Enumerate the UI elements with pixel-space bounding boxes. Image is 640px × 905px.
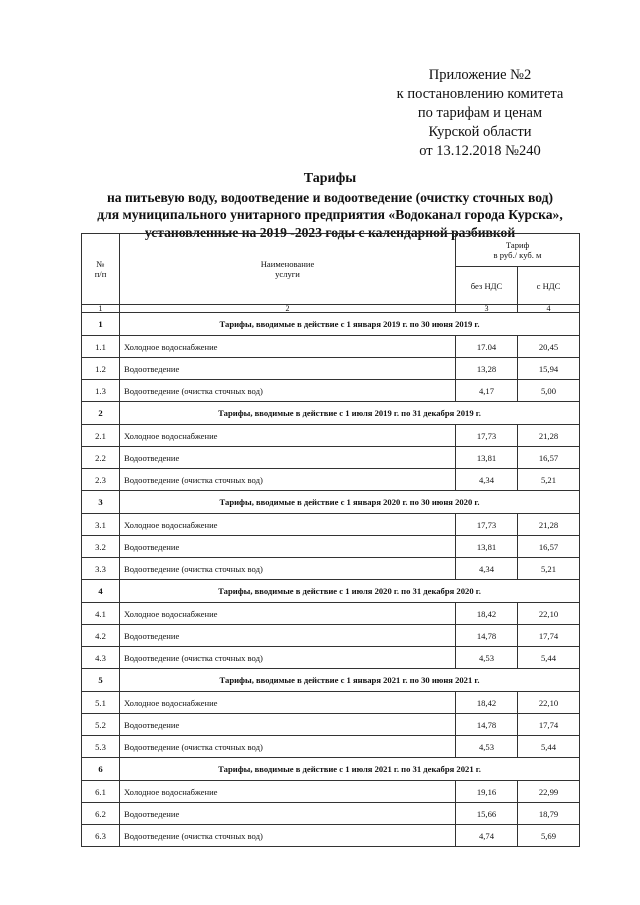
price-no-vat: 4,34 xyxy=(456,469,518,491)
index-cell: 4 xyxy=(518,305,580,313)
row-number: 5.3 xyxy=(82,736,120,758)
annex-line: Курской области xyxy=(428,124,532,140)
service-name: Холодное водоснабжение xyxy=(120,603,456,625)
price-no-vat: 4,17 xyxy=(456,380,518,402)
row-number: 6.1 xyxy=(82,781,120,803)
service-name: Водоотведение (очистка сточных вод) xyxy=(120,736,456,758)
section-title: Тарифы, вводимые в действие с 1 июля 2019 г. по 31 декабря 2019 г. xyxy=(120,402,580,425)
row-number: 4.3 xyxy=(82,647,120,669)
annex-line: по тарифам и ценам xyxy=(417,105,543,121)
index-cell: 2 xyxy=(120,305,456,313)
service-name: Холодное водоснабжение xyxy=(120,514,456,536)
price-with-vat: 5,00 xyxy=(518,380,580,402)
price-no-vat: 17,73 xyxy=(456,514,518,536)
price-with-vat: 5,21 xyxy=(518,469,580,491)
table-row xyxy=(82,603,580,625)
row-number: 6.2 xyxy=(82,803,120,825)
section-title: Тарифы, вводимые в действие с 1 января 2020 г. по 30 июня 2020 г. xyxy=(120,491,580,514)
price-with-vat: 16,57 xyxy=(518,536,580,558)
service-name: Холодное водоснабжение xyxy=(120,781,456,803)
row-number: 5.1 xyxy=(82,692,120,714)
header-with-vat: с НДС xyxy=(518,267,580,305)
table-row xyxy=(82,536,580,558)
service-name: Водоотведение (очистка сточных вод) xyxy=(120,469,456,491)
index-row xyxy=(82,305,580,313)
price-no-vat: 17.04 xyxy=(456,336,518,358)
table-row xyxy=(82,447,580,469)
title-line: установленные на 2019 -2023 годы с календарной разбивкой xyxy=(144,224,516,240)
title-line: на питьевую воду, водоотведение и водоотведение (очистку сточных вод) xyxy=(106,189,554,205)
price-no-vat: 18,42 xyxy=(456,603,518,625)
price-with-vat: 17,74 xyxy=(518,625,580,647)
price-with-vat: 21,28 xyxy=(518,425,580,447)
price-no-vat: 4,53 xyxy=(456,736,518,758)
table-row xyxy=(82,469,580,491)
index-cell: 3 xyxy=(456,305,518,313)
service-name: Водоотведение (очистка сточных вод) xyxy=(120,825,456,847)
document-title xyxy=(60,170,600,241)
price-no-vat: 19,16 xyxy=(456,781,518,803)
row-number: 4.2 xyxy=(82,625,120,647)
table-row xyxy=(82,692,580,714)
row-number: 2.2 xyxy=(82,447,120,469)
header-name: Наименование услуги xyxy=(120,234,456,305)
section-number: 4 xyxy=(82,580,120,603)
header-num: № п/п xyxy=(82,234,120,305)
table-row xyxy=(82,647,580,669)
price-with-vat: 20,45 xyxy=(518,336,580,358)
price-no-vat: 13,81 xyxy=(456,536,518,558)
price-no-vat: 4,74 xyxy=(456,825,518,847)
section-number: 6 xyxy=(82,758,120,781)
service-name: Водоотведение xyxy=(120,536,456,558)
row-number: 3.2 xyxy=(82,536,120,558)
row-number: 1.3 xyxy=(82,380,120,402)
table-row xyxy=(82,558,580,580)
service-name: Холодное водоснабжение xyxy=(120,336,456,358)
service-name: Холодное водоснабжение xyxy=(120,692,456,714)
price-no-vat: 4,34 xyxy=(456,558,518,580)
row-number: 5.2 xyxy=(82,714,120,736)
section-row xyxy=(82,491,580,514)
service-name: Водоотведение (очистка сточных вод) xyxy=(120,558,456,580)
title-line: для муниципального унитарного предприятия «Водоканал города Курска», xyxy=(97,207,563,222)
table-row xyxy=(82,825,580,847)
price-with-vat: 15,94 xyxy=(518,358,580,380)
row-number: 3.3 xyxy=(82,558,120,580)
price-with-vat: 22,10 xyxy=(518,603,580,625)
table-row xyxy=(82,380,580,402)
section-title: Тарифы, вводимые в действие с 1 июля 2020 г. по 31 декабря 2020 г. xyxy=(120,580,580,603)
service-name: Водоотведение (очистка сточных вод) xyxy=(120,647,456,669)
section-number: 1 xyxy=(82,313,120,336)
annex-line: от 13.12.2018 №240 xyxy=(419,143,541,159)
price-with-vat: 5,69 xyxy=(518,825,580,847)
row-number: 4.1 xyxy=(82,603,120,625)
section-row xyxy=(82,758,580,781)
price-with-vat: 16,57 xyxy=(518,447,580,469)
service-name: Водоотведение xyxy=(120,803,456,825)
price-no-vat: 13,28 xyxy=(456,358,518,380)
service-name: Водоотведение xyxy=(120,625,456,647)
table-header-row xyxy=(82,234,580,267)
price-with-vat: 5,44 xyxy=(518,736,580,758)
service-name: Водоотведение xyxy=(120,358,456,380)
service-name: Водоотведение (очистка сточных вод) xyxy=(120,380,456,402)
section-number: 5 xyxy=(82,669,120,692)
service-name: Холодное водоснабжение xyxy=(120,425,456,447)
section-row xyxy=(82,402,580,425)
row-number: 3.1 xyxy=(82,514,120,536)
title-main: Тарифы xyxy=(303,171,357,186)
section-title: Тарифы, вводимые в действие с 1 января 2021 г. по 30 июня 2021 г. xyxy=(120,669,580,692)
row-number: 2.1 xyxy=(82,425,120,447)
price-with-vat: 5,21 xyxy=(518,558,580,580)
section-row xyxy=(82,313,580,336)
price-with-vat: 18,79 xyxy=(518,803,580,825)
section-title: Тарифы, вводимые в действие с 1 июля 2021 г. по 31 декабря 2021 г. xyxy=(120,758,580,781)
price-with-vat: 21,28 xyxy=(518,514,580,536)
price-with-vat: 22,99 xyxy=(518,781,580,803)
table-row xyxy=(82,358,580,380)
header-no-vat: без НДС xyxy=(456,267,518,305)
annex-line: Приложение №2 xyxy=(428,67,532,83)
price-no-vat: 14,78 xyxy=(456,625,518,647)
price-with-vat: 17,74 xyxy=(518,714,580,736)
section-row xyxy=(82,580,580,603)
tariff-table xyxy=(81,233,580,847)
annex-block xyxy=(360,66,600,161)
index-cell: 1 xyxy=(82,305,120,313)
price-with-vat: 5,44 xyxy=(518,647,580,669)
section-title: Тарифы, вводимые в действие с 1 января 2019 г. по 30 июня 2019 г. xyxy=(120,313,580,336)
service-name: Водоотведение xyxy=(120,447,456,469)
header-tariff: Тариф в руб./ куб. м xyxy=(456,234,580,267)
price-no-vat: 13,81 xyxy=(456,447,518,469)
table-row xyxy=(82,736,580,758)
table-row xyxy=(82,514,580,536)
price-no-vat: 15,66 xyxy=(456,803,518,825)
table-row xyxy=(82,625,580,647)
table-row xyxy=(82,425,580,447)
annex-line: к постановлению комитета xyxy=(396,86,564,102)
section-number: 3 xyxy=(82,491,120,514)
table-row xyxy=(82,803,580,825)
service-name: Водоотведение xyxy=(120,714,456,736)
price-no-vat: 14,78 xyxy=(456,714,518,736)
row-number: 1.1 xyxy=(82,336,120,358)
price-with-vat: 22,10 xyxy=(518,692,580,714)
row-number: 2.3 xyxy=(82,469,120,491)
price-no-vat: 4,53 xyxy=(456,647,518,669)
table-row xyxy=(82,336,580,358)
table-row xyxy=(82,781,580,803)
row-number: 6.3 xyxy=(82,825,120,847)
section-number: 2 xyxy=(82,402,120,425)
table-row xyxy=(82,714,580,736)
price-no-vat: 18,42 xyxy=(456,692,518,714)
row-number: 1.2 xyxy=(82,358,120,380)
price-no-vat: 17,73 xyxy=(456,425,518,447)
section-row xyxy=(82,669,580,692)
